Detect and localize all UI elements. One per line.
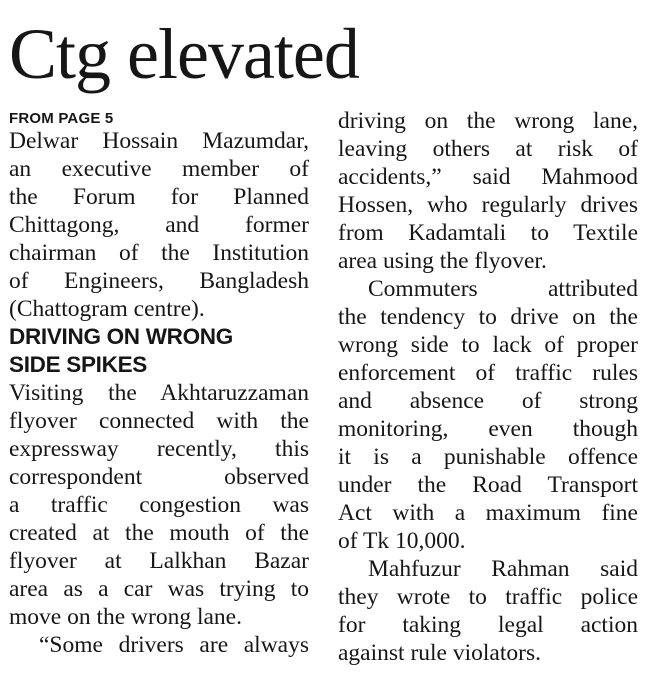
body-text-line: Act with a maximum fine	[338, 500, 638, 526]
body-text-line: it is a punishable offence	[338, 444, 638, 470]
kicker: FROM PAGE 5	[9, 110, 114, 127]
body-text-line: Visiting the Akhtaruzzaman	[9, 380, 309, 406]
body-text-line: area as a car was trying to	[9, 576, 309, 602]
article-column-left	[9, 107, 309, 659]
body-text-line: “Some drivers are always	[39, 632, 309, 658]
body-text-line: area using the flyover.	[338, 248, 547, 274]
body-text-line: Delwar Hossain Mazumdar,	[9, 128, 309, 154]
body-text-line: and absence of strong	[338, 388, 638, 414]
body-text-line: move on the wrong lane.	[9, 604, 242, 630]
body-text-line: flyover connected with the	[9, 408, 309, 434]
body-text-line: they wrote to traffic police	[338, 584, 638, 610]
article-column-right	[338, 107, 638, 667]
body-text-line: an executive member of	[9, 156, 309, 182]
body-text-line: the tendency to drive on the	[338, 304, 638, 330]
body-text-line: from Kadamtali to Textile	[338, 220, 638, 246]
body-text-line: monitoring, even though	[338, 416, 638, 442]
body-text-line: driving on the wrong lane,	[338, 108, 638, 134]
body-text-line: Mahfuzur Rahman said	[368, 556, 638, 582]
body-text-line: created at the mouth of the	[9, 520, 309, 546]
body-text-line: enforcement of traffic rules	[338, 360, 638, 386]
body-text-line: leaving others at risk of	[338, 136, 638, 162]
body-text-line: expressway recently, this	[9, 436, 309, 462]
body-text-line: Commuters attributed	[368, 276, 638, 302]
headline: Ctg elevated	[9, 14, 359, 94]
body-text-line: Hossen, who regularly drives	[338, 192, 638, 218]
body-text-line: (Chattogram centre).	[9, 296, 205, 322]
subheading-line: DRIVING ON WRONG	[9, 324, 233, 349]
body-text-line: under the Road Transport	[338, 472, 638, 498]
body-text-line: for taking legal action	[338, 612, 638, 638]
body-text-line: accidents,” said Mahmood	[338, 164, 638, 190]
body-text-line: against rule violators.	[338, 640, 541, 666]
body-text-line: wrong side to lack of proper	[338, 332, 638, 358]
body-text-line: Chittagong, and former	[9, 212, 309, 238]
subheading-line: SIDE SPIKES	[9, 352, 147, 377]
body-text-line: correspondent observed	[9, 464, 309, 490]
body-text-line: of Engineers, Bangladesh	[9, 268, 309, 294]
body-text-line: flyover at Lalkhan Bazar	[9, 548, 309, 574]
body-text-line: chairman of the Institution	[9, 240, 309, 266]
body-text-line: the Forum for Planned	[9, 184, 309, 210]
body-text-line: of Tk 10,000.	[338, 528, 466, 554]
body-text-line: a traffic congestion was	[9, 492, 309, 518]
